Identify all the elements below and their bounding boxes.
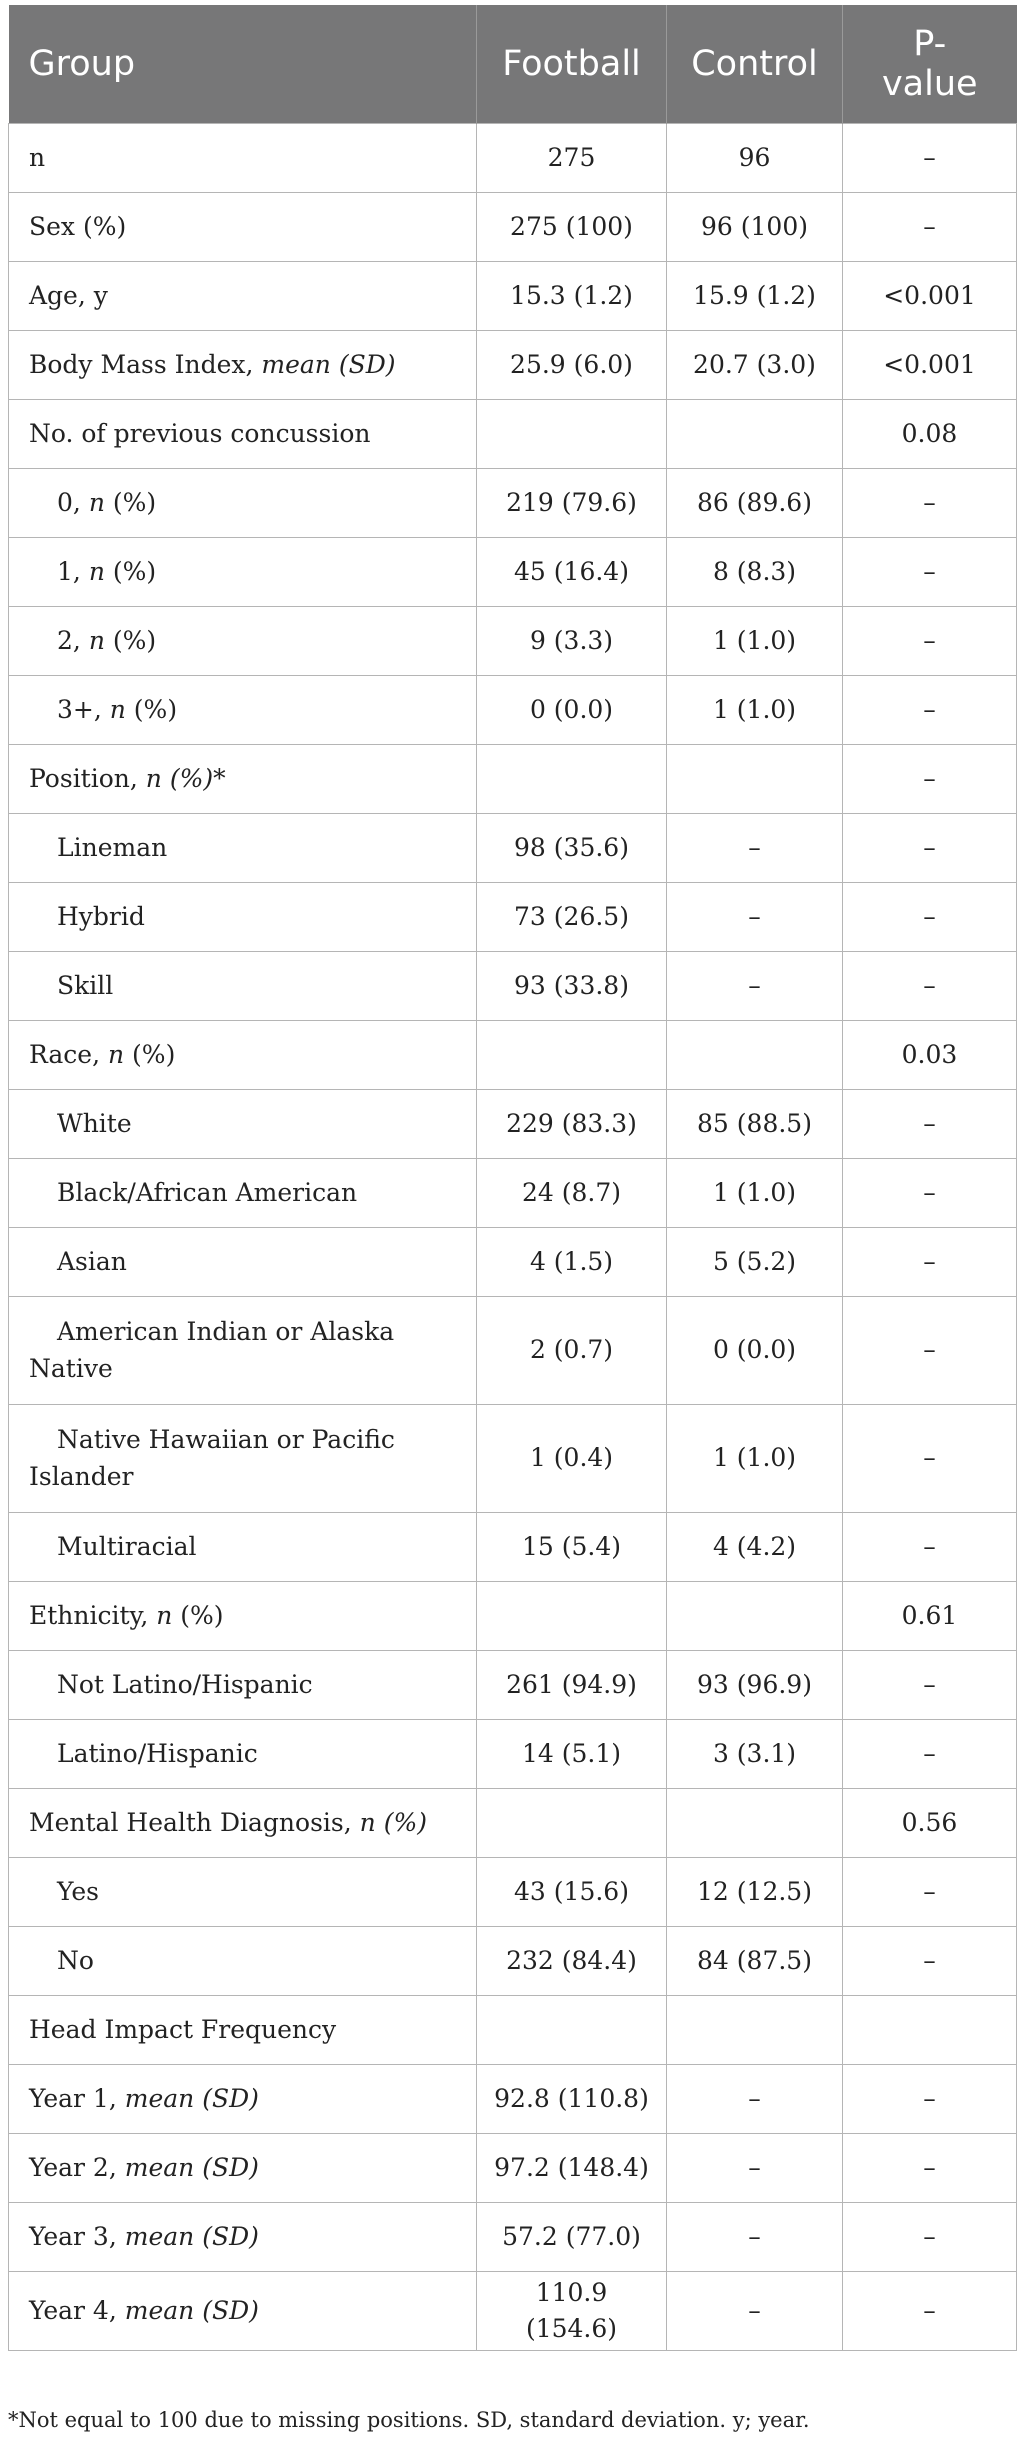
row-label	[9, 2134, 477, 2203]
row-label-suffix: (%)	[104, 625, 157, 655]
control-value: 3 (3.1)	[667, 1720, 843, 1789]
football-value	[477, 1021, 667, 1090]
control-value: 84 (87.5)	[667, 1927, 843, 1996]
control-value: –	[667, 2065, 843, 2134]
row-label-suffix: (%)	[172, 1600, 224, 1630]
p-value: –	[843, 2203, 1017, 2272]
row-label	[9, 1405, 477, 1513]
row-label	[9, 745, 477, 814]
table-body	[9, 124, 1017, 2351]
row-label-text: Latino/Hispanic	[57, 1738, 258, 1768]
row-label	[9, 1651, 477, 1720]
header-football: Football	[477, 5, 667, 124]
control-value: 8 (8.3)	[667, 538, 843, 607]
p-value: –	[843, 124, 1017, 193]
table-row	[9, 262, 1017, 331]
row-label	[9, 1927, 477, 1996]
control-value: –	[667, 952, 843, 1021]
row-label-text: Yes	[57, 1876, 99, 1906]
control-value	[667, 745, 843, 814]
row-label-italic: n	[88, 487, 105, 517]
row-label	[9, 1720, 477, 1789]
table-row	[9, 1651, 1017, 1720]
table-row	[9, 2065, 1017, 2134]
control-value: 5 (5.2)	[667, 1228, 843, 1297]
football-value: 1 (0.4)	[477, 1405, 667, 1513]
control-value: 96 (100)	[667, 193, 843, 262]
football-value: 93 (33.8)	[477, 952, 667, 1021]
table-row	[9, 400, 1017, 469]
row-label-text: Year 4,	[29, 2295, 125, 2325]
table-row	[9, 1405, 1017, 1513]
football-value: 9 (3.3)	[477, 607, 667, 676]
row-label	[9, 1789, 477, 1858]
row-label-text: Age, y	[29, 280, 108, 310]
p-value: –	[843, 883, 1017, 952]
control-value: 0 (0.0)	[667, 1297, 843, 1405]
row-label-text: Skill	[57, 970, 114, 1000]
row-label-suffix: (%)	[124, 1039, 176, 1069]
football-value	[477, 400, 667, 469]
table-row	[9, 2203, 1017, 2272]
p-value: –	[843, 814, 1017, 883]
row-label-text: Race,	[29, 1039, 108, 1069]
control-value	[667, 1996, 843, 2065]
football-value: 2 (0.7)	[477, 1297, 667, 1405]
football-value: 4 (1.5)	[477, 1228, 667, 1297]
control-value: 93 (96.9)	[667, 1651, 843, 1720]
table-row	[9, 1720, 1017, 1789]
p-value: 0.08	[843, 400, 1017, 469]
table-row	[9, 469, 1017, 538]
football-value: 219 (79.6)	[477, 469, 667, 538]
football-value: 24 (8.7)	[477, 1159, 667, 1228]
row-label-italic: mean (SD)	[124, 2152, 259, 2182]
row-label-text: No	[57, 1945, 94, 1975]
row-label-text: Mental Health Diagnosis,	[29, 1807, 360, 1837]
row-label-italic: n	[156, 1600, 173, 1630]
p-value: –	[843, 1090, 1017, 1159]
football-value: 261 (94.9)	[477, 1651, 667, 1720]
row-label-text: Hybrid	[57, 901, 145, 931]
row-label-italic: mean (SD)	[261, 349, 396, 379]
football-value: 229 (83.3)	[477, 1090, 667, 1159]
row-label-text: Year 2,	[29, 2152, 125, 2182]
row-label-suffix: (%)	[104, 556, 157, 586]
row-label	[9, 2203, 477, 2272]
football-value: 232 (84.4)	[477, 1927, 667, 1996]
row-label-text: Lineman	[57, 832, 168, 862]
table-row	[9, 2134, 1017, 2203]
football-value	[477, 1789, 667, 1858]
p-value: –	[843, 1927, 1017, 1996]
football-value: 98 (35.6)	[477, 814, 667, 883]
row-label	[9, 262, 477, 331]
row-label-text: Sex (%)	[29, 211, 127, 241]
control-value: 20.7 (3.0)	[667, 331, 843, 400]
p-value: –	[843, 1228, 1017, 1297]
row-label-text: Position,	[29, 763, 146, 793]
demographics-table	[8, 5, 1017, 2351]
table-row	[9, 538, 1017, 607]
header-group: Group	[9, 5, 477, 124]
row-label	[9, 400, 477, 469]
row-label-text: Black/African American	[57, 1177, 358, 1207]
header-pvalue-line2: value	[881, 64, 978, 104]
football-value	[477, 2272, 667, 2351]
row-label-italic: n	[88, 625, 105, 655]
p-value: –	[843, 2134, 1017, 2203]
control-value: 1 (1.0)	[667, 676, 843, 745]
table-row	[9, 1789, 1017, 1858]
control-value: –	[667, 2134, 843, 2203]
row-label-text: 3+,	[57, 694, 110, 724]
control-value: –	[667, 2203, 843, 2272]
control-value	[667, 400, 843, 469]
table-row	[9, 1090, 1017, 1159]
header-pvalue	[843, 5, 1017, 124]
table-row	[9, 2272, 1017, 2351]
p-value: <0.001	[843, 262, 1017, 331]
football-value-line2: (154.6)	[525, 2314, 618, 2343]
row-label	[9, 2065, 477, 2134]
row-label	[9, 1513, 477, 1582]
control-value: –	[667, 2272, 843, 2351]
row-label-text: Head Impact Frequency	[29, 2014, 337, 2044]
row-label	[9, 331, 477, 400]
p-value: –	[843, 1720, 1017, 1789]
p-value: <0.001	[843, 331, 1017, 400]
control-value	[667, 1582, 843, 1651]
row-label-text: 1,	[57, 556, 89, 586]
row-label	[9, 1159, 477, 1228]
control-value: –	[667, 814, 843, 883]
table-row	[9, 676, 1017, 745]
row-label-text: Year 3,	[29, 2221, 125, 2251]
row-label-text: Ethnicity,	[29, 1600, 157, 1630]
table-row	[9, 883, 1017, 952]
p-value: –	[843, 1297, 1017, 1405]
table-row	[9, 1159, 1017, 1228]
football-value: 45 (16.4)	[477, 538, 667, 607]
table-row	[9, 952, 1017, 1021]
demographics-table-container	[8, 5, 1016, 2351]
table-row	[9, 1513, 1017, 1582]
row-label-suffix: (%)	[125, 694, 178, 724]
p-value: –	[843, 607, 1017, 676]
p-value: –	[843, 193, 1017, 262]
row-label	[9, 1297, 477, 1405]
row-label	[9, 193, 477, 262]
control-value: 96	[667, 124, 843, 193]
control-value: 1 (1.0)	[667, 1159, 843, 1228]
control-value: 85 (88.5)	[667, 1090, 843, 1159]
row-label	[9, 1228, 477, 1297]
row-label	[9, 124, 477, 193]
football-value: 73 (26.5)	[477, 883, 667, 952]
football-value: 14 (5.1)	[477, 1720, 667, 1789]
row-label	[9, 2272, 477, 2351]
row-label-text: Multiracial	[57, 1531, 197, 1561]
table-row	[9, 1021, 1017, 1090]
row-label	[9, 1858, 477, 1927]
row-label-italic: n (%)	[145, 763, 214, 793]
control-value: 15.9 (1.2)	[667, 262, 843, 331]
table-row	[9, 1297, 1017, 1405]
table-row	[9, 124, 1017, 193]
row-label	[9, 538, 477, 607]
table-row	[9, 745, 1017, 814]
p-value: –	[843, 676, 1017, 745]
control-value: –	[667, 883, 843, 952]
football-value: 275 (100)	[477, 193, 667, 262]
row-label-text: Native Hawaiian or Pacific Islander	[29, 1425, 395, 1491]
row-label-italic: mean (SD)	[124, 2221, 259, 2251]
row-label	[9, 1582, 477, 1651]
football-value: 275	[477, 124, 667, 193]
football-value: 97.2 (148.4)	[477, 2134, 667, 2203]
table-row	[9, 193, 1017, 262]
table-row	[9, 814, 1017, 883]
p-value: –	[843, 952, 1017, 1021]
row-label-text: White	[57, 1108, 132, 1138]
row-label	[9, 1090, 477, 1159]
row-label	[9, 952, 477, 1021]
row-label-suffix: *	[213, 763, 226, 793]
football-value: 57.2 (77.0)	[477, 2203, 667, 2272]
p-value: –	[843, 538, 1017, 607]
p-value: –	[843, 1651, 1017, 1720]
football-value	[477, 1582, 667, 1651]
football-value: 0 (0.0)	[477, 676, 667, 745]
row-label-italic: n	[88, 556, 105, 586]
football-value: 25.9 (6.0)	[477, 331, 667, 400]
control-value	[667, 1789, 843, 1858]
row-label	[9, 814, 477, 883]
p-value: –	[843, 1513, 1017, 1582]
row-label-text: 2,	[57, 625, 89, 655]
football-value-line1: 110.9	[535, 2277, 608, 2307]
p-value: –	[843, 1405, 1017, 1513]
football-value	[477, 1996, 667, 2065]
football-value	[477, 745, 667, 814]
table-row	[9, 1927, 1017, 1996]
row-label-text: American Indian or Alaska Native	[29, 1317, 395, 1383]
header-control: Control	[667, 5, 843, 124]
p-value: –	[843, 1858, 1017, 1927]
control-value: 86 (89.6)	[667, 469, 843, 538]
row-label-italic: n (%)	[359, 1807, 427, 1837]
row-label	[9, 1021, 477, 1090]
control-value: 12 (12.5)	[667, 1858, 843, 1927]
table-header-row	[9, 5, 1017, 124]
table-row	[9, 1228, 1017, 1297]
p-value: –	[843, 745, 1017, 814]
row-label-text: Year 1,	[29, 2083, 125, 2113]
row-label	[9, 607, 477, 676]
row-label-italic: mean (SD)	[124, 2295, 259, 2325]
p-value: 0.56	[843, 1789, 1017, 1858]
football-value: 15.3 (1.2)	[477, 262, 667, 331]
table-row	[9, 607, 1017, 676]
p-value: –	[843, 2065, 1017, 2134]
p-value	[843, 1996, 1017, 2065]
p-value: 0.61	[843, 1582, 1017, 1651]
control-value: 1 (1.0)	[667, 1405, 843, 1513]
football-value: 15 (5.4)	[477, 1513, 667, 1582]
p-value: –	[843, 2272, 1017, 2351]
p-value: –	[843, 469, 1017, 538]
football-value: 43 (15.6)	[477, 1858, 667, 1927]
control-value: 4 (4.2)	[667, 1513, 843, 1582]
row-label-text: Asian	[57, 1246, 127, 1276]
table-row	[9, 1996, 1017, 2065]
row-label-text: No. of previous concussion	[29, 418, 371, 448]
row-label-text: Not Latino/Hispanic	[57, 1669, 313, 1699]
p-value: –	[843, 1159, 1017, 1228]
football-value: 92.8 (110.8)	[477, 2065, 667, 2134]
table-row	[9, 1582, 1017, 1651]
control-value	[667, 1021, 843, 1090]
row-label	[9, 676, 477, 745]
table-footnote: *Not equal to 100 due to missing positions. SD, standard deviation. y; year.	[8, 2408, 810, 2432]
header-pvalue-line1: P-	[913, 23, 947, 64]
row-label-italic: n	[108, 1039, 125, 1069]
table-row	[9, 331, 1017, 400]
control-value: 1 (1.0)	[667, 607, 843, 676]
row-label-suffix: (%)	[104, 487, 157, 517]
row-label	[9, 469, 477, 538]
row-label	[9, 1996, 477, 2065]
row-label-italic: mean (SD)	[124, 2083, 259, 2113]
row-label	[9, 883, 477, 952]
p-value: 0.03	[843, 1021, 1017, 1090]
row-label-text: 0,	[57, 487, 89, 517]
table-row	[9, 1858, 1017, 1927]
row-label-italic: n	[109, 694, 126, 724]
row-label-text: n	[29, 142, 46, 172]
row-label-text: Body Mass Index,	[29, 349, 262, 379]
